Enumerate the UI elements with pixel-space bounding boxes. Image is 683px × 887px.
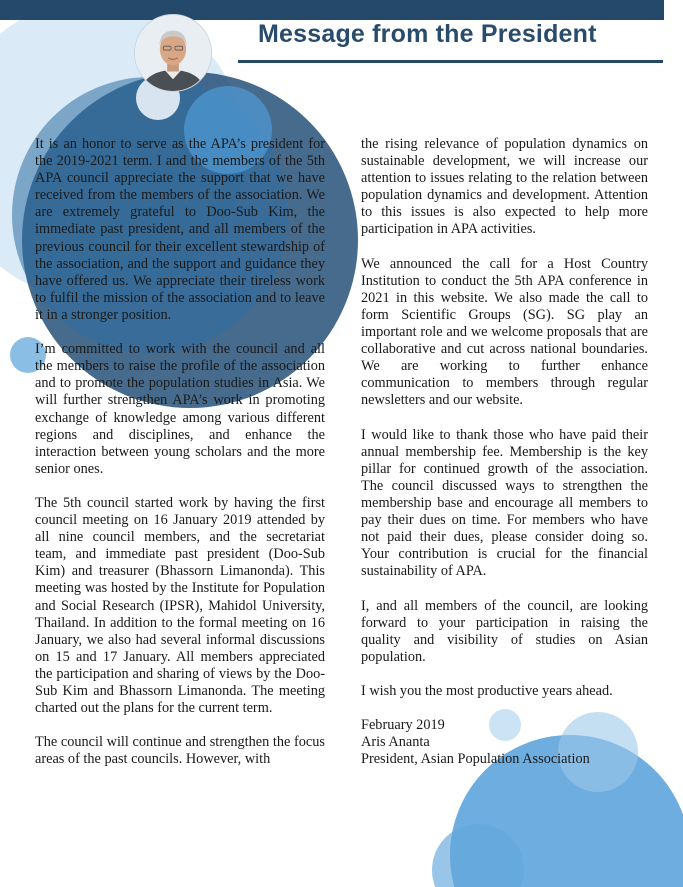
president-portrait (134, 14, 212, 92)
signature-name: Aris Ananta (361, 734, 430, 751)
paragraph: It is an honor to serve as the APA’s president for the 2019-2021 term. I and the members of the 5th APA council appreciate the support that we have received from the members of the association. We are extremely grateful to Doo-Sub Kim, the immediate past president, and all members of the previous council for their excellent stewardship of the association, and the support and guidance they have offered us. We appreciate their tireless work to fulfil the mission of the association and to leave it in a stronger position. (35, 136, 325, 323)
signature-role: President, Asian Population Association (361, 751, 590, 768)
left-column (35, 136, 325, 768)
paragraph: We announced the call for a Host Country Institution to conduct the 5th APA conference in 2021 in this website. We also made the call to form Scientific Groups (SG). SG play an important role and we welcome proposals that are collaborative and cut across national boundaries. We are working to further enhance communication to members through regular newsletters and our website. (361, 255, 648, 409)
paragraph: I’m committed to work with the council and all the members to raise the profile of the association and to promote the population studies in Asia. We will further strengthen APA’s work in promoting exchange of knowledge among various different regions and disciplines, and enhance the interaction between young scholars and the more senior ones. (35, 341, 325, 477)
title-underline (238, 60, 663, 63)
paragraph: The council will continue and strengthen the focus areas of the past councils. However, with (35, 734, 325, 768)
header-bar (0, 0, 664, 20)
paragraph: I wish you the most productive years ahead. (361, 683, 613, 699)
signature-date: February 2019 (361, 717, 445, 734)
right-column (361, 136, 648, 768)
paragraph: the rising relevance of population dynamics on sustainable development, we will increase our attention to issues relating to the relation between population dynamics and development. Attention to this issues is also expected to help more participation in APA activities. (361, 136, 648, 238)
page-title: Message from the President (258, 20, 597, 48)
paragraph: I, and all members of the council, are looking forward to your participation in raising the quality and visibility of studies on Asian population. (361, 597, 648, 665)
paragraph: I would like to thank those who have paid their annual membership fee. Membership is the key pillar for continued growth of the association. The council discussed ways to strengthen the membership base and encourage all members to pay their dues on time. For members who have not paid their dues, please consider doing so. Your contribution is crucial for the financial sustainability of APA. (361, 426, 648, 580)
paragraph: The 5th council started work by having the first council meeting on 16 January 2019 attended by all nine council members, and the secretariat team, and immediate past president (Doo-Sub Kim) and treasurer (Bhassorn Limanonda). This meeting was hosted by the Institute for Population and Social Research (IPSR), Mahidol University, Thailand. In addition to the formal meeting on 16 January, we also had several informal discussions on 15 and 17 January. All members appreciated the participation and sharing of views by the Doo-Sub Kim and Bhassorn Limanonda. The meeting charted out the plans for the current term. (35, 494, 325, 717)
signature-block (361, 717, 648, 768)
